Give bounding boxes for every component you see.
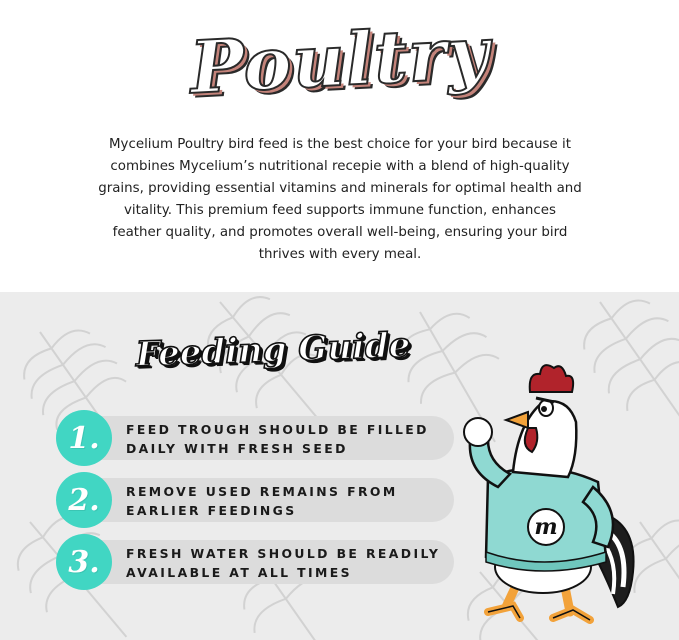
step-line-2: EARLIER FEEDINGS xyxy=(126,503,297,518)
svg-text:m: m xyxy=(534,514,558,540)
step-text xyxy=(126,420,456,458)
page-title: Poultry xyxy=(187,8,492,110)
intro-section xyxy=(0,0,679,292)
step-text xyxy=(126,482,456,520)
title-wrap xyxy=(0,4,679,114)
feeding-guide-title: Feeding Guide xyxy=(135,325,411,375)
feeding-step-2 xyxy=(56,472,454,528)
product-description: Mycelium Poultry bird feed is the best choice for your bird because it combines Mycelium’s nutritional recepie with a blend of high-quality grains, providing essential vitamins and minerals for optimal health and vitality. This premium feed supports immune function, enhances feather quality, and promotes overall well-being, ensuring your bird thrives with every meal. xyxy=(98,137,582,262)
step-line-2: AVAILABLE AT ALL TIMES xyxy=(126,565,352,580)
step-line-2: DAILY WITH FRESH SEED xyxy=(126,441,348,456)
feeding-step-1 xyxy=(56,410,454,466)
step-line-1: FEED TROUGH SHOULD BE FILLED xyxy=(126,422,429,437)
feeding-step-3 xyxy=(56,534,454,590)
step-number-badge: 2. xyxy=(56,472,112,528)
step-number-badge: 3. xyxy=(56,534,112,590)
rooster-mascot-icon xyxy=(458,362,668,632)
step-line-1: FRESH WATER SHOULD BE READILY xyxy=(126,546,441,561)
step-text xyxy=(126,544,456,582)
step-line-1: REMOVE USED REMAINS FROM xyxy=(126,484,398,499)
step-number-badge: 1. xyxy=(56,410,112,466)
feeding-guide-section xyxy=(0,292,679,640)
